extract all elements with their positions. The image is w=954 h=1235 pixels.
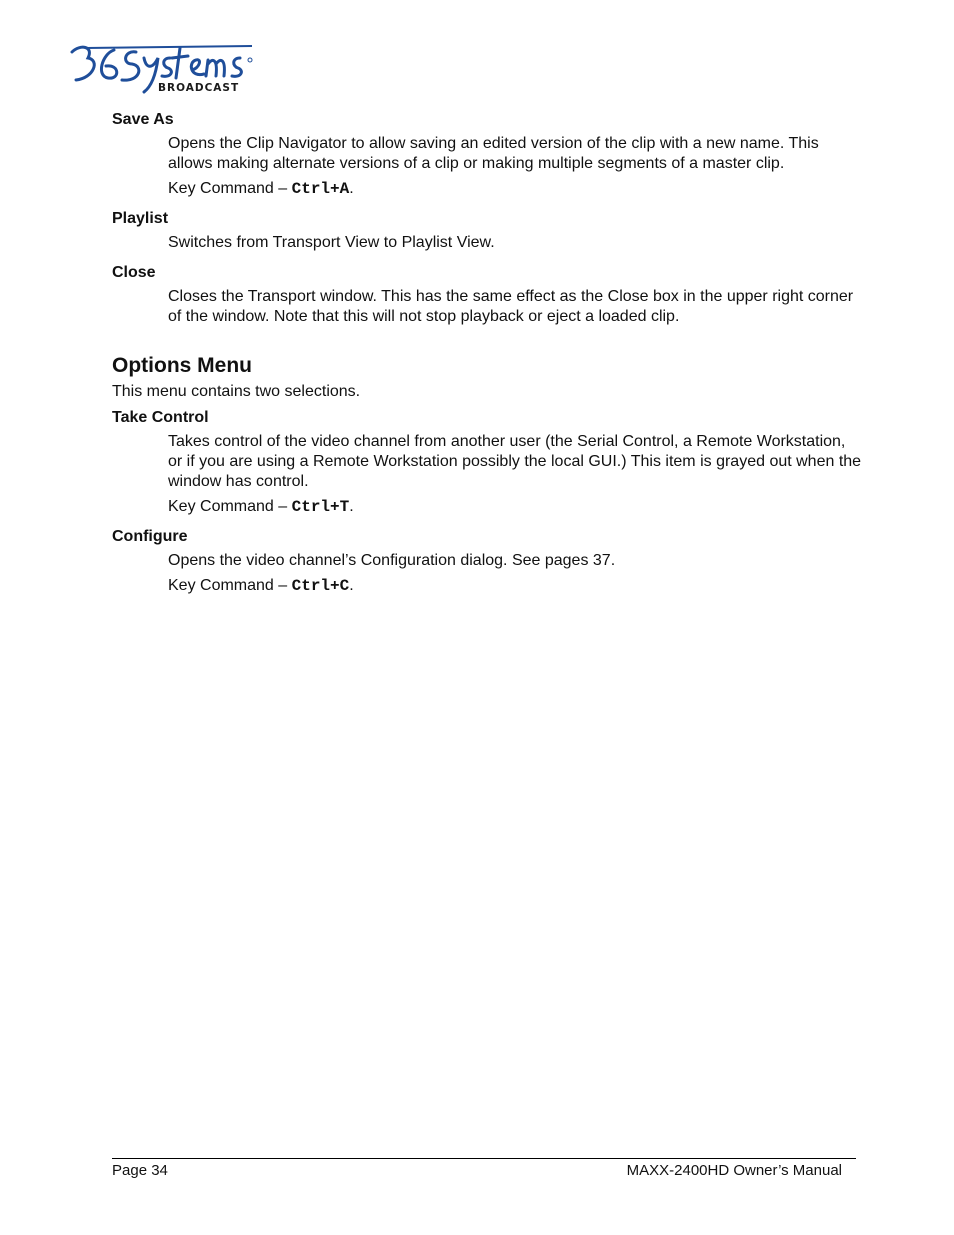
options-menu-intro: This menu contains two selections. (112, 383, 361, 400)
key-command-label: Key Command – (168, 498, 292, 515)
key-command-label: Key Command – (168, 577, 292, 594)
desc-save-as: Opens the Clip Navigator to allow saving an edited version of the clip with a new name. This allows making alternate versions of a clip or making multiple segments of a master clip. (168, 135, 819, 172)
document-body (112, 110, 862, 596)
term-save-as: Save As (112, 111, 174, 128)
key-command-take-control (168, 497, 862, 517)
company-logo (66, 40, 258, 98)
desc-close: Closes the Transport window. This has the same effect as the Close box in the upper right corner of the window. Note that this will not stop playback or eject a loaded clip. (168, 288, 854, 325)
term-close: Close (112, 264, 156, 281)
key-command-suffix: . (349, 577, 354, 594)
key-command-suffix: . (349, 180, 354, 197)
key-command-save-as (168, 179, 862, 199)
footer-manual-title: MAXX-2400HD Owner’s Manual (626, 1162, 842, 1179)
term-playlist: Playlist (112, 210, 169, 227)
key-command-code: Ctrl+T (291, 498, 350, 516)
desc-take-control: Takes control of the video channel from another user (the Serial Control, a Remote Workstation, or if you are using a Remote Workstation possibly the local GUI.) This item is grayed out when the window has control. (168, 433, 862, 490)
desc-playlist: Switches from Transport View to Playlist View. (168, 234, 495, 251)
logo-subtext: BROADCAST (158, 82, 240, 94)
key-command-configure (168, 576, 862, 596)
term-configure: Configure (112, 528, 188, 545)
key-command-suffix: . (349, 498, 354, 515)
section-title-options-menu: Options Menu (112, 354, 252, 377)
page-footer (112, 1158, 856, 1179)
key-command-code: Ctrl+C (291, 577, 350, 595)
key-command-code: Ctrl+A (291, 180, 350, 198)
term-take-control: Take Control (112, 409, 209, 426)
key-command-label: Key Command – (168, 180, 292, 197)
desc-configure: Opens the video channel’s Configuration dialog. See pages 37. (168, 552, 616, 569)
footer-page-number: Page 34 (112, 1162, 168, 1179)
